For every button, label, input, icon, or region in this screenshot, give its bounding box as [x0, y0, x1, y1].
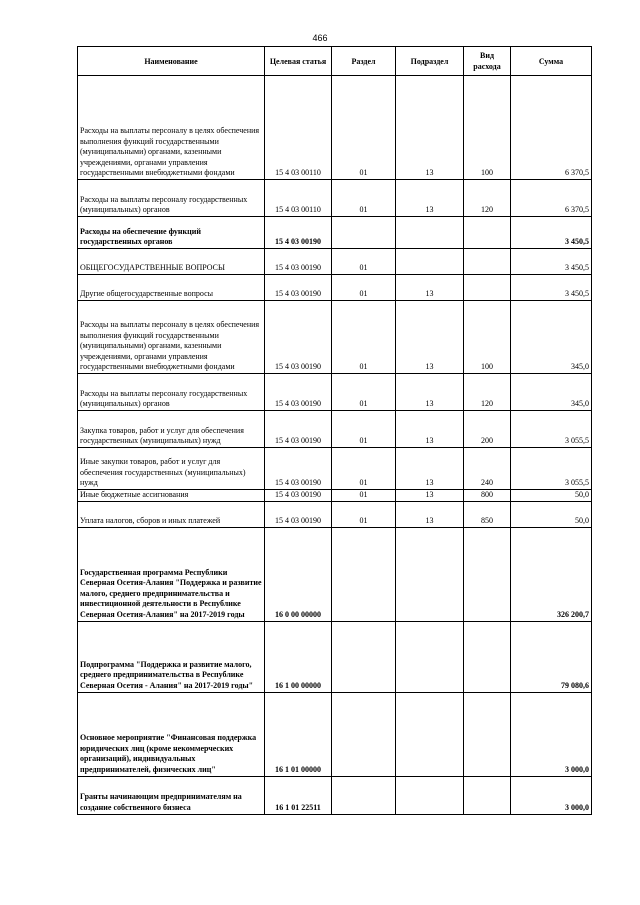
row-subsection: 13: [396, 374, 464, 411]
row-target-article: 15 4 03 00110: [265, 180, 332, 217]
row-sum: 3 450,5: [511, 275, 592, 301]
row-section: 01: [332, 249, 396, 275]
row-target-article: 15 4 03 00190: [265, 448, 332, 490]
row-target-article: 16 1 01 22511: [265, 776, 332, 814]
row-target-article: 15 4 03 00190: [265, 501, 332, 527]
table-row: [78, 448, 592, 490]
row-name: Гранты начинающим предпринимателям на создание собственного бизнеса: [78, 776, 265, 814]
row-sum: 6 370,5: [511, 76, 592, 180]
page-number: 466: [312, 33, 328, 43]
row-section: [332, 527, 396, 621]
table-row: [78, 501, 592, 527]
row-target-article: 16 1 00 00000: [265, 621, 332, 692]
row-name: Расходы на выплаты персоналу государственных (муниципальных) органов: [78, 374, 265, 411]
row-subsection: [396, 776, 464, 814]
row-sum: 345,0: [511, 374, 592, 411]
row-section: 01: [332, 301, 396, 374]
row-expense-kind: 120: [464, 374, 511, 411]
row-subsection: 13: [396, 301, 464, 374]
row-subsection: 13: [396, 180, 464, 217]
header-target-article: Целевая статья: [265, 47, 332, 76]
row-target-article: 15 4 03 00190: [265, 411, 332, 448]
header-section: Раздел: [332, 47, 396, 76]
row-name: Расходы на обеспечение функций государственных органов: [78, 217, 265, 249]
table-body: [78, 76, 592, 815]
row-section: 01: [332, 448, 396, 490]
table-row: [78, 527, 592, 621]
table-row: [78, 76, 592, 180]
table-row: [78, 301, 592, 374]
row-name: ОБЩЕГОСУДАРСТВЕННЫЕ ВОПРОСЫ: [78, 249, 265, 275]
row-subsection: [396, 217, 464, 249]
row-target-article: 15 4 03 00190: [265, 490, 332, 502]
row-name: Закупка товаров, работ и услуг для обеспечения государственных (муниципальных) нужд: [78, 411, 265, 448]
row-section: [332, 692, 396, 776]
row-section: 01: [332, 501, 396, 527]
table-row: [78, 621, 592, 692]
row-sum: 345,0: [511, 301, 592, 374]
header-subsection: Подраздел: [396, 47, 464, 76]
row-sum: 6 370,5: [511, 180, 592, 217]
row-name: Расходы на выплаты персоналу в целях обеспечения выполнения функций государственными (муниципальными) органами, казенными учреждениями, органами управления государственными внебюджетными фондами: [78, 76, 265, 180]
header-name: Наименование: [78, 47, 265, 76]
row-expense-kind: [464, 527, 511, 621]
row-subsection: [396, 527, 464, 621]
table-row: [78, 692, 592, 776]
row-section: 01: [332, 490, 396, 502]
row-sum: 3 000,0: [511, 692, 592, 776]
row-target-article: 15 4 03 00190: [265, 217, 332, 249]
row-name: Другие общегосударственные вопросы: [78, 275, 265, 301]
table-row: [78, 490, 592, 502]
row-sum: 3 055,5: [511, 411, 592, 448]
row-section: 01: [332, 76, 396, 180]
row-expense-kind: 120: [464, 180, 511, 217]
row-name: Иные закупки товаров, работ и услуг для обеспечения государственных (муниципальных) нужд: [78, 448, 265, 490]
header-sum: Сумма: [511, 47, 592, 76]
row-expense-kind: 800: [464, 490, 511, 502]
row-sum: 326 200,7: [511, 527, 592, 621]
row-expense-kind: 200: [464, 411, 511, 448]
row-expense-kind: 100: [464, 76, 511, 180]
row-target-article: 16 0 00 00000: [265, 527, 332, 621]
header-expense-kind: Вид расхода: [464, 47, 511, 76]
row-subsection: 13: [396, 490, 464, 502]
row-sum: 50,0: [511, 490, 592, 502]
table-row: [78, 374, 592, 411]
row-expense-kind: [464, 249, 511, 275]
row-expense-kind: [464, 621, 511, 692]
row-expense-kind: [464, 692, 511, 776]
table-row: [78, 249, 592, 275]
row-expense-kind: [464, 275, 511, 301]
row-subsection: [396, 621, 464, 692]
row-target-article: 15 4 03 00190: [265, 249, 332, 275]
row-expense-kind: 850: [464, 501, 511, 527]
row-expense-kind: [464, 217, 511, 249]
row-target-article: 15 4 03 00190: [265, 301, 332, 374]
budget-table: [77, 46, 592, 815]
table-row: [78, 180, 592, 217]
row-sum: 50,0: [511, 501, 592, 527]
row-subsection: 13: [396, 76, 464, 180]
row-expense-kind: 100: [464, 301, 511, 374]
table-row: [78, 217, 592, 249]
table-row: [78, 275, 592, 301]
table-header-row: [78, 47, 592, 76]
row-subsection: 13: [396, 448, 464, 490]
row-section: 01: [332, 275, 396, 301]
row-sum: 79 080,6: [511, 621, 592, 692]
row-target-article: 16 1 01 00000: [265, 692, 332, 776]
row-section: [332, 776, 396, 814]
row-name: Иные бюджетные ассигнования: [78, 490, 265, 502]
row-target-article: 15 4 03 00110: [265, 76, 332, 180]
table-row: [78, 411, 592, 448]
row-subsection: 13: [396, 411, 464, 448]
row-target-article: 15 4 03 00190: [265, 374, 332, 411]
row-expense-kind: 240: [464, 448, 511, 490]
row-expense-kind: [464, 776, 511, 814]
row-name: Государственная программа Республики Северная Осетия-Алания "Поддержка и развитие малого, среднего предпринимательства и инвестиционной деятельности в Республике Северная Осетия-Алания" на 2017-2019 годы: [78, 527, 265, 621]
row-sum: 3 450,5: [511, 217, 592, 249]
row-name: Подпрограмма "Поддержка и развитие малого, среднего предпринимательства в Республике Северная Осетия - Алания" на 2017-2019 годы": [78, 621, 265, 692]
row-sum: 3 055,5: [511, 448, 592, 490]
row-sum: 3 000,0: [511, 776, 592, 814]
table-row: [78, 776, 592, 814]
row-subsection: 13: [396, 275, 464, 301]
row-section: 01: [332, 180, 396, 217]
row-section: 01: [332, 411, 396, 448]
row-sum: 3 450,5: [511, 249, 592, 275]
row-name: Основное мероприятие "Финансовая поддержка юридических лиц (кроме некоммерческих организаций), индивидуальных предпринимателей, физических лиц": [78, 692, 265, 776]
row-subsection: 13: [396, 501, 464, 527]
row-target-article: 15 4 03 00190: [265, 275, 332, 301]
row-name: Уплата налогов, сборов и иных платежей: [78, 501, 265, 527]
row-subsection: [396, 692, 464, 776]
row-name: Расходы на выплаты персоналу государственных (муниципальных) органов: [78, 180, 265, 217]
row-name: Расходы на выплаты персоналу в целях обеспечения выполнения функций государственными (муниципальными) органами, казенными учреждениями, органами управления государственными внебюджетными фондами: [78, 301, 265, 374]
row-subsection: [396, 249, 464, 275]
row-section: [332, 621, 396, 692]
row-section: [332, 217, 396, 249]
row-section: 01: [332, 374, 396, 411]
